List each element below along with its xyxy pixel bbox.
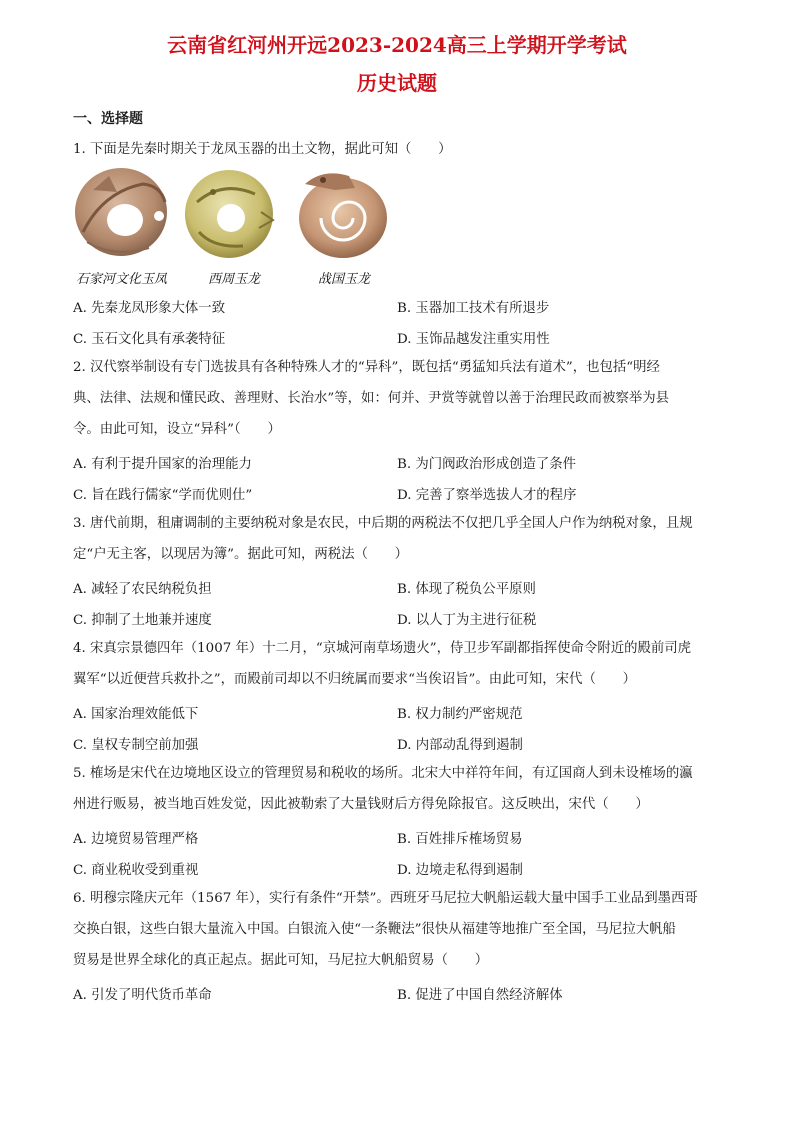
q1-option-b: B. 玉器加工技术有所退步 bbox=[397, 301, 550, 316]
q5-stem-line: 5. 榷场是宋代在边境地区设立的管理贸易和税收的场所。北宋大中祥符年间，有辽国商人到未设榷场的瀛 bbox=[73, 766, 693, 781]
jade-phoenix-image bbox=[75, 168, 167, 256]
section-heading: 一、选择题 bbox=[73, 111, 143, 127]
q3-option-d: D. 以人丁为主进行征税 bbox=[397, 613, 537, 628]
q1-stem: 1. 下面是先秦时期关于龙凤玉器的出土文物，据此可知（ ） bbox=[73, 142, 452, 157]
q5-stem-line: 州进行贩易，被当地百姓发觉，因此被勒索了大量钱财后方得免除报官。这反映出，宋代（ ） bbox=[73, 797, 649, 812]
q6-option-b: B. 促进了中国自然经济解体 bbox=[397, 988, 563, 1003]
page-title: 云南省红河州开远2023-2024高三上学期开学考试 bbox=[167, 33, 627, 57]
q3-option-c: C. 抑制了土地兼并速度 bbox=[73, 613, 212, 628]
q5-option-d: D. 边境走私得到遏制 bbox=[397, 863, 523, 878]
q6-stem-line: 贸易是世界全球化的真正起点。据此可知，马尼拉大帆船贸易（ ） bbox=[73, 953, 489, 968]
q1-option-c: C. 玉石文化具有承袭特征 bbox=[73, 332, 226, 347]
jade-dragon-xizhou-image bbox=[185, 170, 273, 258]
caption-jade-phoenix: 石家河文化玉凤 bbox=[76, 272, 168, 287]
q6-stem-line: 交换白银，这些白银大量流入中国。白银流入使“一条鞭法”很快从福建等地推广至全国，马尼拉大帆船 bbox=[73, 922, 676, 937]
q5-option-b: B. 百姓排斥榷场贸易 bbox=[397, 832, 523, 847]
q2-option-d: D. 完善了察举选拔人才的程序 bbox=[397, 488, 577, 503]
q4-option-b: B. 权力制约严密规范 bbox=[397, 707, 523, 722]
q2-option-a: A. 有利于提升国家的治理能力 bbox=[73, 457, 252, 472]
caption-zhanguo-dragon: 战国玉龙 bbox=[318, 272, 371, 287]
q1-option-d: D. 玉饰品越发注重实用性 bbox=[397, 332, 550, 347]
q4-stem-line: 翼军“以近便营兵救扑之”，而殿前司却以不归统属而要求“当俟诏旨”。由此可知，宋代（ ） bbox=[73, 672, 637, 687]
q5-option-c: C. 商业税收受到重视 bbox=[73, 863, 199, 878]
jade-dragon-zhanguo-image bbox=[299, 173, 387, 258]
q1-option-a: A. 先秦龙凤形象大体一致 bbox=[73, 301, 226, 316]
q3-stem-line: 定“户无主客，以现居为簿”。据此可知，两税法（ ） bbox=[73, 547, 409, 562]
page-subtitle: 历史试题 bbox=[357, 71, 437, 95]
q3-option-a: A. 减轻了农民纳税负担 bbox=[73, 582, 212, 597]
q3-option-b: B. 体现了税负公平原则 bbox=[397, 582, 536, 597]
q2-stem-line: 2. 汉代察举制设有专门选拔具有各种特殊人才的“异科”，既包括“勇猛知兵法有道术”，也包括“明经 bbox=[73, 360, 660, 375]
q4-option-a: A. 国家治理效能低下 bbox=[73, 707, 199, 722]
q2-option-c: C. 旨在践行儒家“学而优则仕” bbox=[73, 488, 253, 503]
q4-option-c: C. 皇权专制空前加强 bbox=[73, 738, 199, 753]
q2-option-b: B. 为门阀政治形成创造了条件 bbox=[397, 457, 577, 472]
q4-stem-line: 4. 宋真宗景德四年（1007 年）十二月，“京城河南草场遗火”，侍卫步军副都指挥使命令附近的殿前司虎 bbox=[73, 641, 692, 656]
q3-stem-line: 3. 唐代前期，租庸调制的主要纳税对象是农民，中后期的两税法不仅把几乎全国人户作为纳税对象，且规 bbox=[73, 516, 693, 531]
q2-stem-line: 令。由此可知，设立“异科”（ ） bbox=[73, 422, 281, 437]
q6-stem-line: 6. 明穆宗隆庆元年（1567 年），实行有条件“开禁”。西班牙马尼拉大帆船运载大量中国手工业品到墨西哥 bbox=[73, 891, 698, 906]
q6-option-a: A. 引发了明代货币革命 bbox=[73, 988, 212, 1003]
q4-option-d: D. 内部动乱得到遏制 bbox=[397, 738, 523, 753]
q2-stem-line: 典、法律、法规和懂民政、善理财、长治水”等，如：何并、尹赏等就曾以善于治理民政而被察举为县 bbox=[73, 391, 670, 406]
caption-xizhou-dragon: 西周玉龙 bbox=[208, 272, 261, 287]
q5-option-a: A. 边境贸易管理严格 bbox=[73, 832, 199, 847]
